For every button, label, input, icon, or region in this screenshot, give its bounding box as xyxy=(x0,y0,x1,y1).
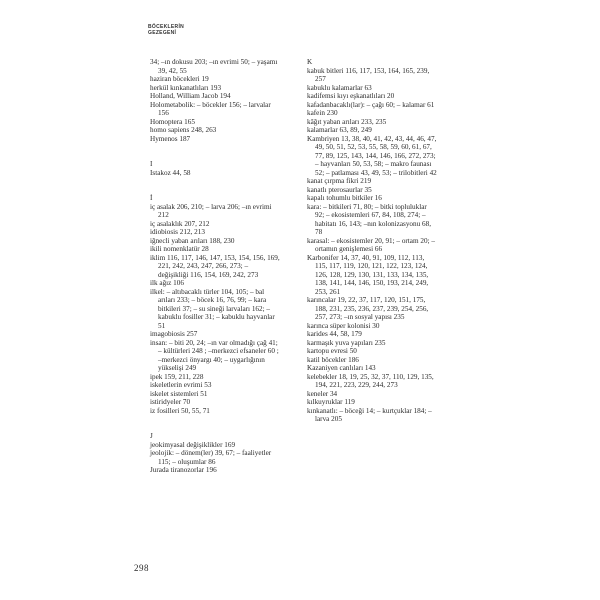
header-line-2: GEZEGENİ xyxy=(148,30,177,36)
index-entry: karides 44, 58, 179 xyxy=(307,330,362,338)
index-entry: kartopu evresi 50 xyxy=(307,347,357,355)
index-entry: katil böcekler 186 xyxy=(307,355,359,364)
index-entry: kelebekler 18, 19, 25, 32, 37, 110, 129, 135, 194, 221, 223, 229, 244, 273 xyxy=(307,372,434,389)
section-letter: I xyxy=(150,160,153,168)
index-entry: Istakoz 44, 58 xyxy=(150,168,191,177)
section-letter: İ xyxy=(150,194,153,202)
spacer xyxy=(150,415,280,424)
index-entry: kâğıt yaban arıları 233, 235 xyxy=(307,117,387,126)
index-entry: iskelet sistemleri 51 xyxy=(150,389,208,398)
index-entry: iz fosilleri 50, 55, 71 xyxy=(150,406,210,415)
index-entry: kanatlı pterosaurlar 35 xyxy=(307,185,372,194)
index-entry: 34; –ın dokusu 203; –ın evrimi 50; – yaşamı 39, 42, 55 xyxy=(150,58,278,75)
index-entry: iğnecli yaban arıları 188, 230 xyxy=(150,236,235,245)
index-entry: kınkanatlı: – böceği 14; – kurtçuklar 184; – larva 205 xyxy=(307,406,432,423)
index-entry: Holometabolik: – böcekler 156; – larvalar 156 xyxy=(150,100,271,117)
spacer xyxy=(150,143,280,152)
index-entry: karınca süper kolonisi 30 xyxy=(307,321,380,330)
index-entry: iklim 116, 117, 146, 147, 153, 154, 156, 169, 221, 242, 243, 247, 266, 273; – değişikliği 116, 154, 169, 242, 273 xyxy=(150,253,280,279)
index-entry: imagobiosis 257 xyxy=(150,330,198,338)
index-entry: ilk ağız 106 xyxy=(150,279,184,287)
index-entry: herkül kınkanatlıları 193 xyxy=(150,83,222,92)
index-entry: kanat çırpma fikri 219 xyxy=(307,177,372,185)
index-entry: istiridyeler 70 xyxy=(150,398,191,406)
index-entry: Kazaniyen canlıları 143 xyxy=(307,364,376,372)
index-entry: ikili nomenklatür 28 xyxy=(150,245,209,253)
index-entry: Homoptera 165 xyxy=(150,117,195,126)
index-entry: jeolojik: – dönem(ler) 39, 67; – faaliyetler 115; – oluşumlar 86 xyxy=(150,449,272,466)
index-entry: Karbonifer 14, 37, 40, 91, 109, 112, 113, 115, 117, 119, 120, 121, 122, 123, 124, 126, 128, 129, 130, 131, 133, 134, 135, 138, 141, 144, 146, 150, 193, 214, 249, 253, 261 xyxy=(307,253,429,296)
index-column-left xyxy=(150,58,280,475)
index-entry: karıncalar 19, 22, 37, 117, 120, 151, 175, 188, 231, 235, 236, 237, 239, 254, 256, 257, 273; –ın sosyal yapısı 235 xyxy=(307,296,429,321)
index-entry: insan: – biti 20, 24; –ın var olmadığı çağ 41; – kültürleri 248 ; –merkezci efsaneler 60 ; –merkezci önyargı 40; – uygarlığının yükselişi 249 xyxy=(150,338,279,372)
index-entry: karmaşık yuva yapıları 235 xyxy=(307,338,386,347)
index-entry: jeokimyasal değişiklikler 169 xyxy=(150,440,236,449)
index-entry: ipek 159, 211, 228 xyxy=(150,372,204,381)
index-column-right xyxy=(307,58,437,424)
spacer xyxy=(150,177,280,186)
spacer xyxy=(150,186,280,195)
index-entry: iç asalak 206, 210; – larva 206; –ın evrimi 212 xyxy=(150,202,272,219)
section-letter: J xyxy=(150,432,153,440)
spacer xyxy=(150,424,280,433)
index-entry: kabuklu kalamarlar 63 xyxy=(307,83,372,92)
page-number: 298 xyxy=(134,563,149,573)
index-entry: haziran böcekleri 19 xyxy=(150,75,209,83)
index-entry: keneler 34 xyxy=(307,389,338,398)
header-line-1: BÖCEKLERİN xyxy=(148,24,185,30)
index-entry: kafadanbacaklı(lar): – çağı 60; – kalamar 61 xyxy=(307,100,435,109)
section-letter: K xyxy=(307,58,313,66)
index-entry: idiobiosis 212, 213 xyxy=(150,228,205,236)
running-header xyxy=(148,24,184,36)
index-entry: iskeletlerin evrimi 53 xyxy=(150,381,212,389)
index-entry: kafein 230 xyxy=(307,109,338,117)
index-entry: kalamarlar 63, 89, 249 xyxy=(307,126,372,134)
index-entry: Kambriyen 13, 38, 40, 41, 42, 43, 44, 46, 47, 49, 50, 51, 52, 53, 55, 58, 59, 60, 61, 67, 77, 89, 125, 143, 144, 146, 166, 272, 273; – hayvanları 50, 53, 58; – makro faunası 52; – patlaması 43, 49, 53; – trilobitleri 42 xyxy=(307,134,437,177)
index-entry: Holland, William Jacob 194 xyxy=(150,92,231,100)
index-entry: homo sapiens 248, 263 xyxy=(150,126,217,134)
index-entry: kadifemsi kıyı eşkanatlıları 20 xyxy=(307,92,395,100)
index-entry: kara: – bitkileri 71, 80; – bitki topluluklar 92; – ekosistemleri 67, 84, 108, 274; – habitatı 16, 143; –nın kolonizasyonu 68, 78 xyxy=(307,202,431,236)
index-entry: kapalı tohumlu bitkiler 16 xyxy=(307,194,382,202)
index-entry: kabuk bitleri 116, 117, 153, 164, 165, 239, 257 xyxy=(307,66,430,83)
index-entry: ilkel: – altıbacaklı türler 104, 105; – bal arıları 233; – böcek 16, 76, 99; – kara bitkileri 37; – su sineği larvaları 162; – kabuklu fosiller 31; – kabuklu hayvanlar 51 xyxy=(150,287,275,330)
index-entry: karasal: – ekosistemler 20, 91; – ortam 20; – ortamın genişlemesi 66 xyxy=(307,236,435,253)
index-entry: iç asalaklık 207, 212 xyxy=(150,219,210,228)
index-entry: Jurada tiranozorlar 196 xyxy=(150,466,217,474)
index-entry: Hymenos 187 xyxy=(150,134,191,143)
spacer xyxy=(150,152,280,161)
index-entry: kılkuyruklar 119 xyxy=(307,398,355,406)
